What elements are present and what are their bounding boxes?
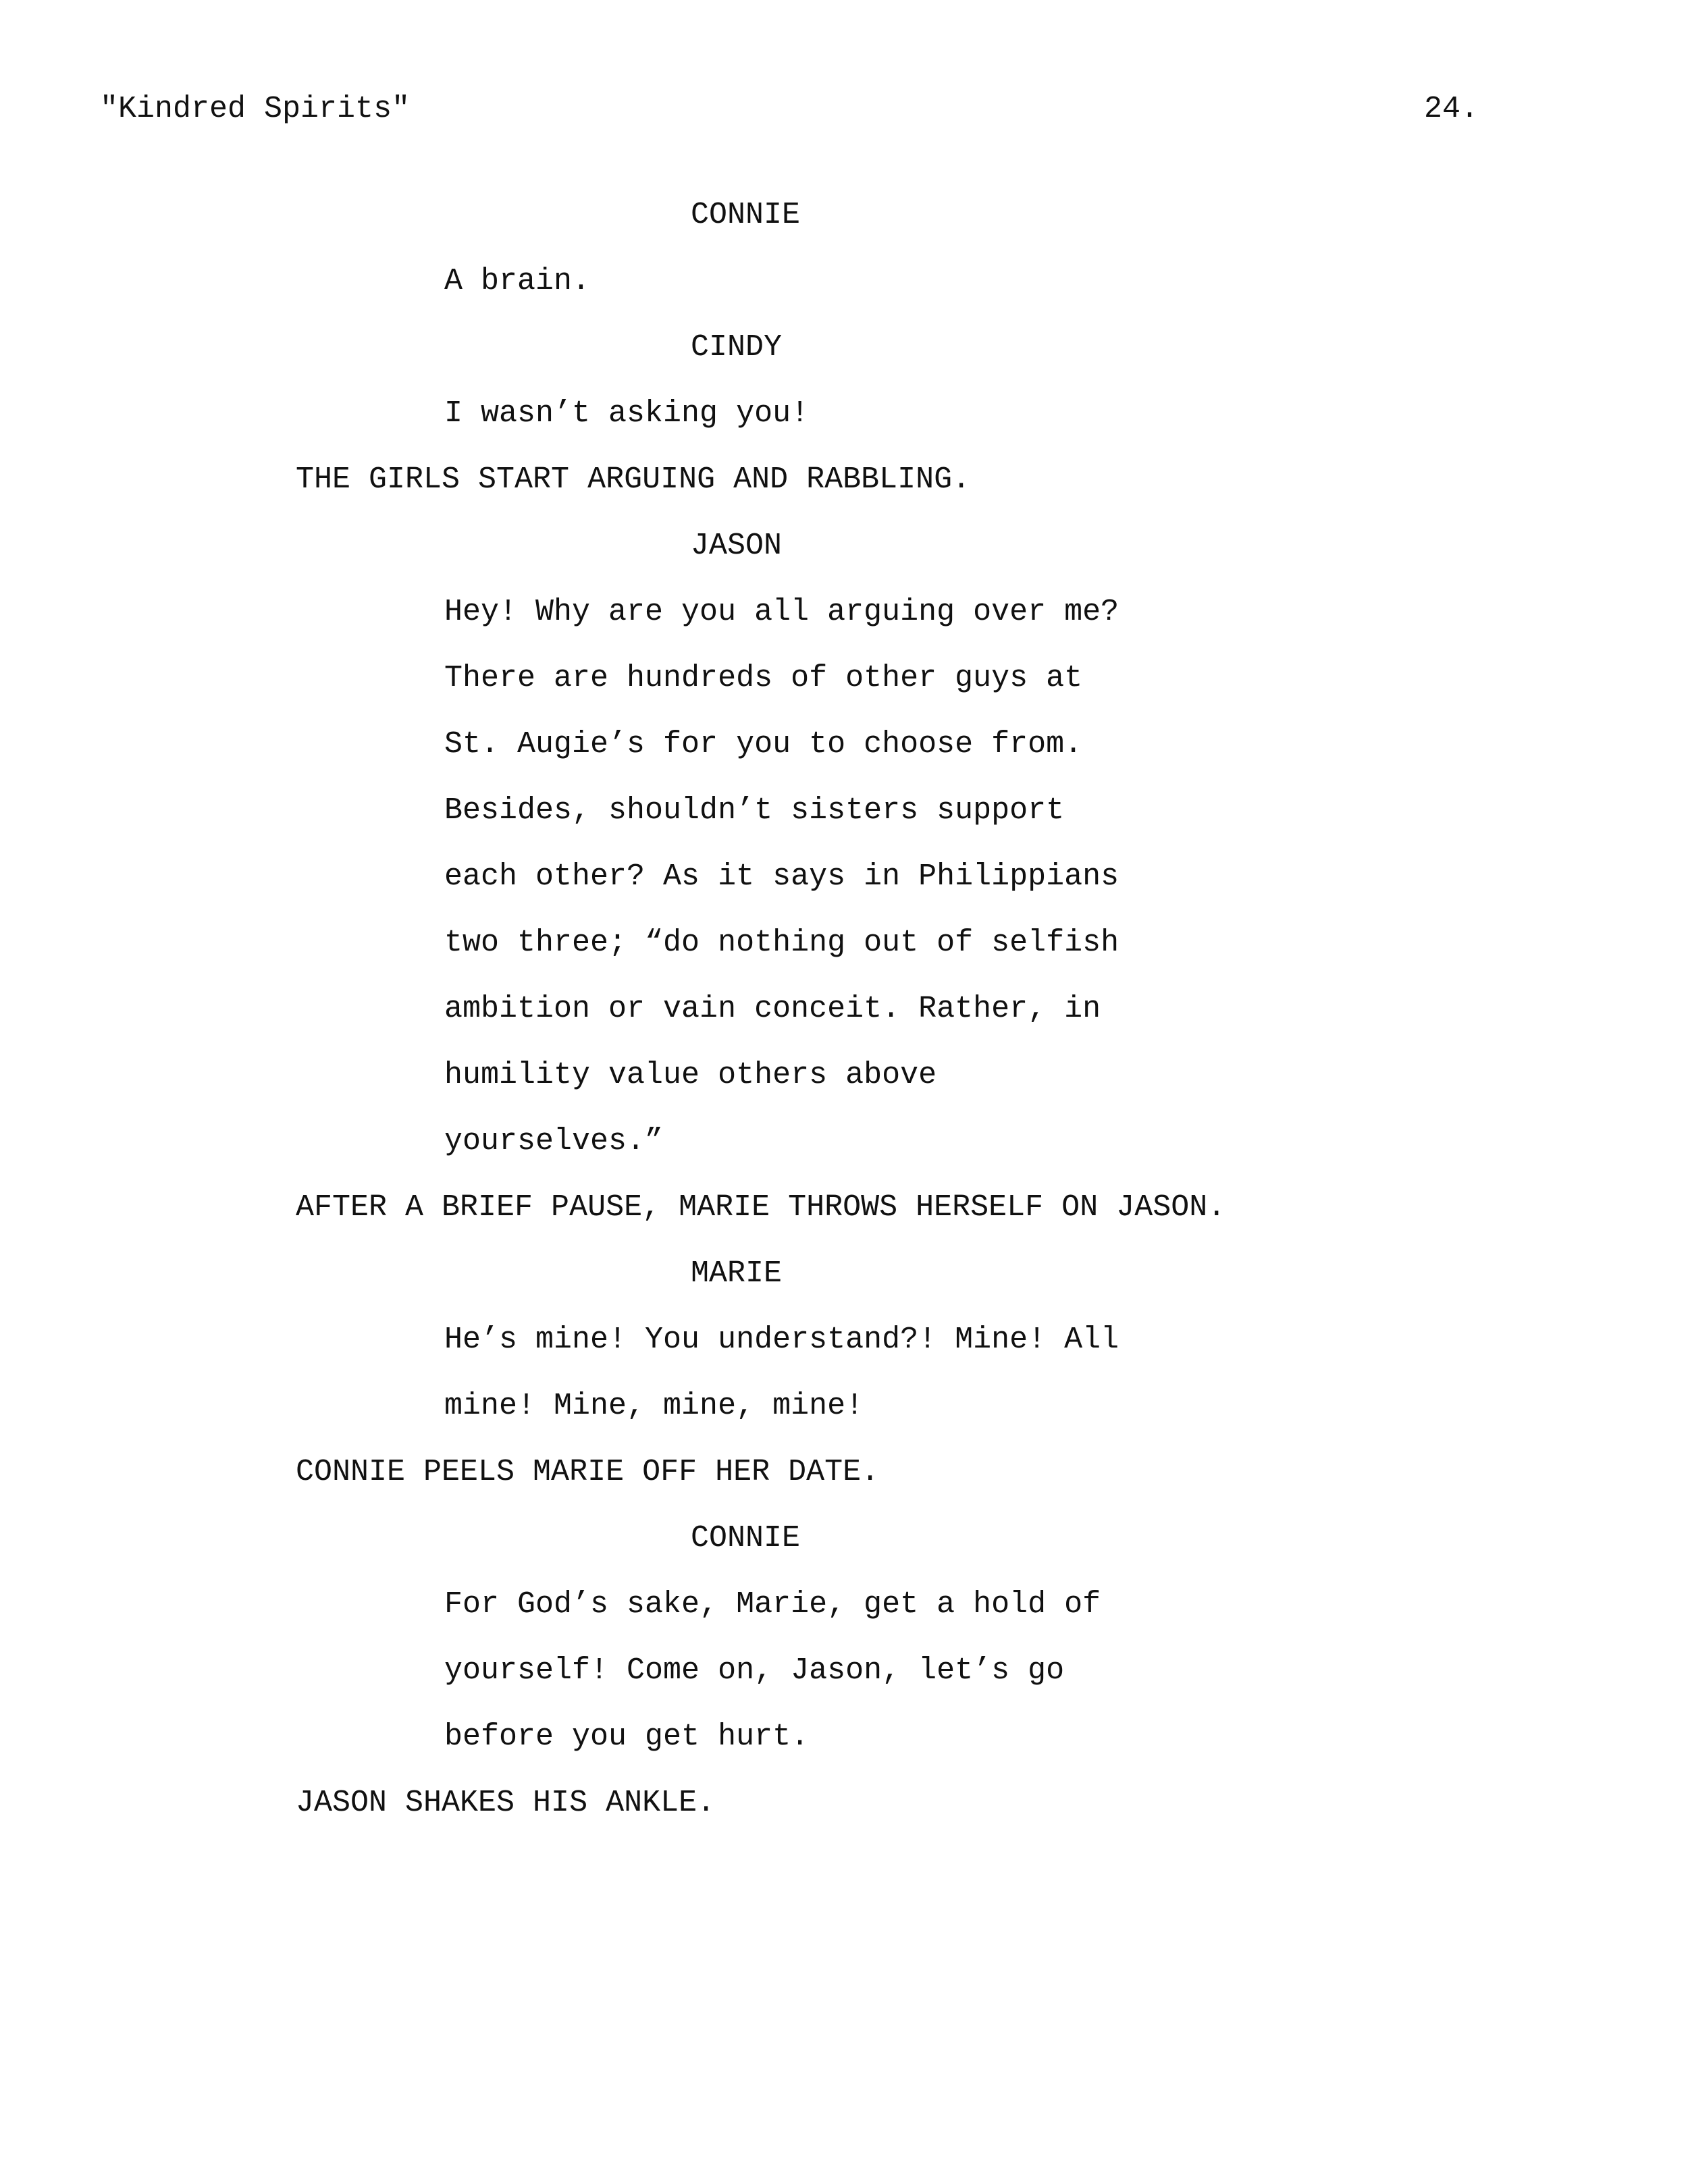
character-name: JASON <box>691 529 783 563</box>
action-line: THE GIRLS START ARGUING AND RABBLING. <box>296 462 971 497</box>
dialogue-line: ambition or vain conceit. Rather, in <box>444 992 1101 1026</box>
dialogue-line: Hey! Why are you all arguing over me? <box>444 595 1119 629</box>
dialogue-line: There are hundreds of other guys at <box>444 661 1083 695</box>
dialogue-line: mine! Mine, mine, mine! <box>444 1389 864 1423</box>
dialogue-line: St. Augie’s for you to choose from. <box>444 727 1083 762</box>
character-name: MARIE <box>691 1256 783 1291</box>
page-number: 24. <box>1424 92 1479 126</box>
dialogue-line: before you get hurt. <box>444 1720 810 1754</box>
action-line: AFTER A BRIEF PAUSE, MARIE THROWS HERSELF ON JASON. <box>296 1190 1226 1225</box>
action-line: CONNIE PEELS MARIE OFF HER DATE. <box>296 1455 880 1489</box>
dialogue-line: humility value others above <box>444 1058 937 1092</box>
dialogue-line: He’s mine! You understand?! Mine! All <box>444 1323 1119 1357</box>
action-line: JASON SHAKES HIS ANKLE. <box>296 1786 716 1820</box>
dialogue-line: yourselves.” <box>444 1124 664 1158</box>
dialogue-line: For God’s sake, Marie, get a hold of <box>444 1587 1101 1622</box>
dialogue-line: Besides, shouldn’t sisters support <box>444 793 1065 828</box>
script-title-header: "Kindred Spirits" <box>100 92 411 126</box>
dialogue-line: A brain. <box>444 264 591 298</box>
dialogue-line: two three; “do nothing out of selfish <box>444 926 1119 960</box>
character-name: CINDY <box>691 330 783 365</box>
dialogue-line: yourself! Come on, Jason, let’s go <box>444 1653 1065 1688</box>
dialogue-line: each other? As it says in Philippians <box>444 859 1119 894</box>
character-name: CONNIE <box>691 198 801 232</box>
character-name: CONNIE <box>691 1521 801 1555</box>
dialogue-line: I wasn’t asking you! <box>444 396 810 431</box>
